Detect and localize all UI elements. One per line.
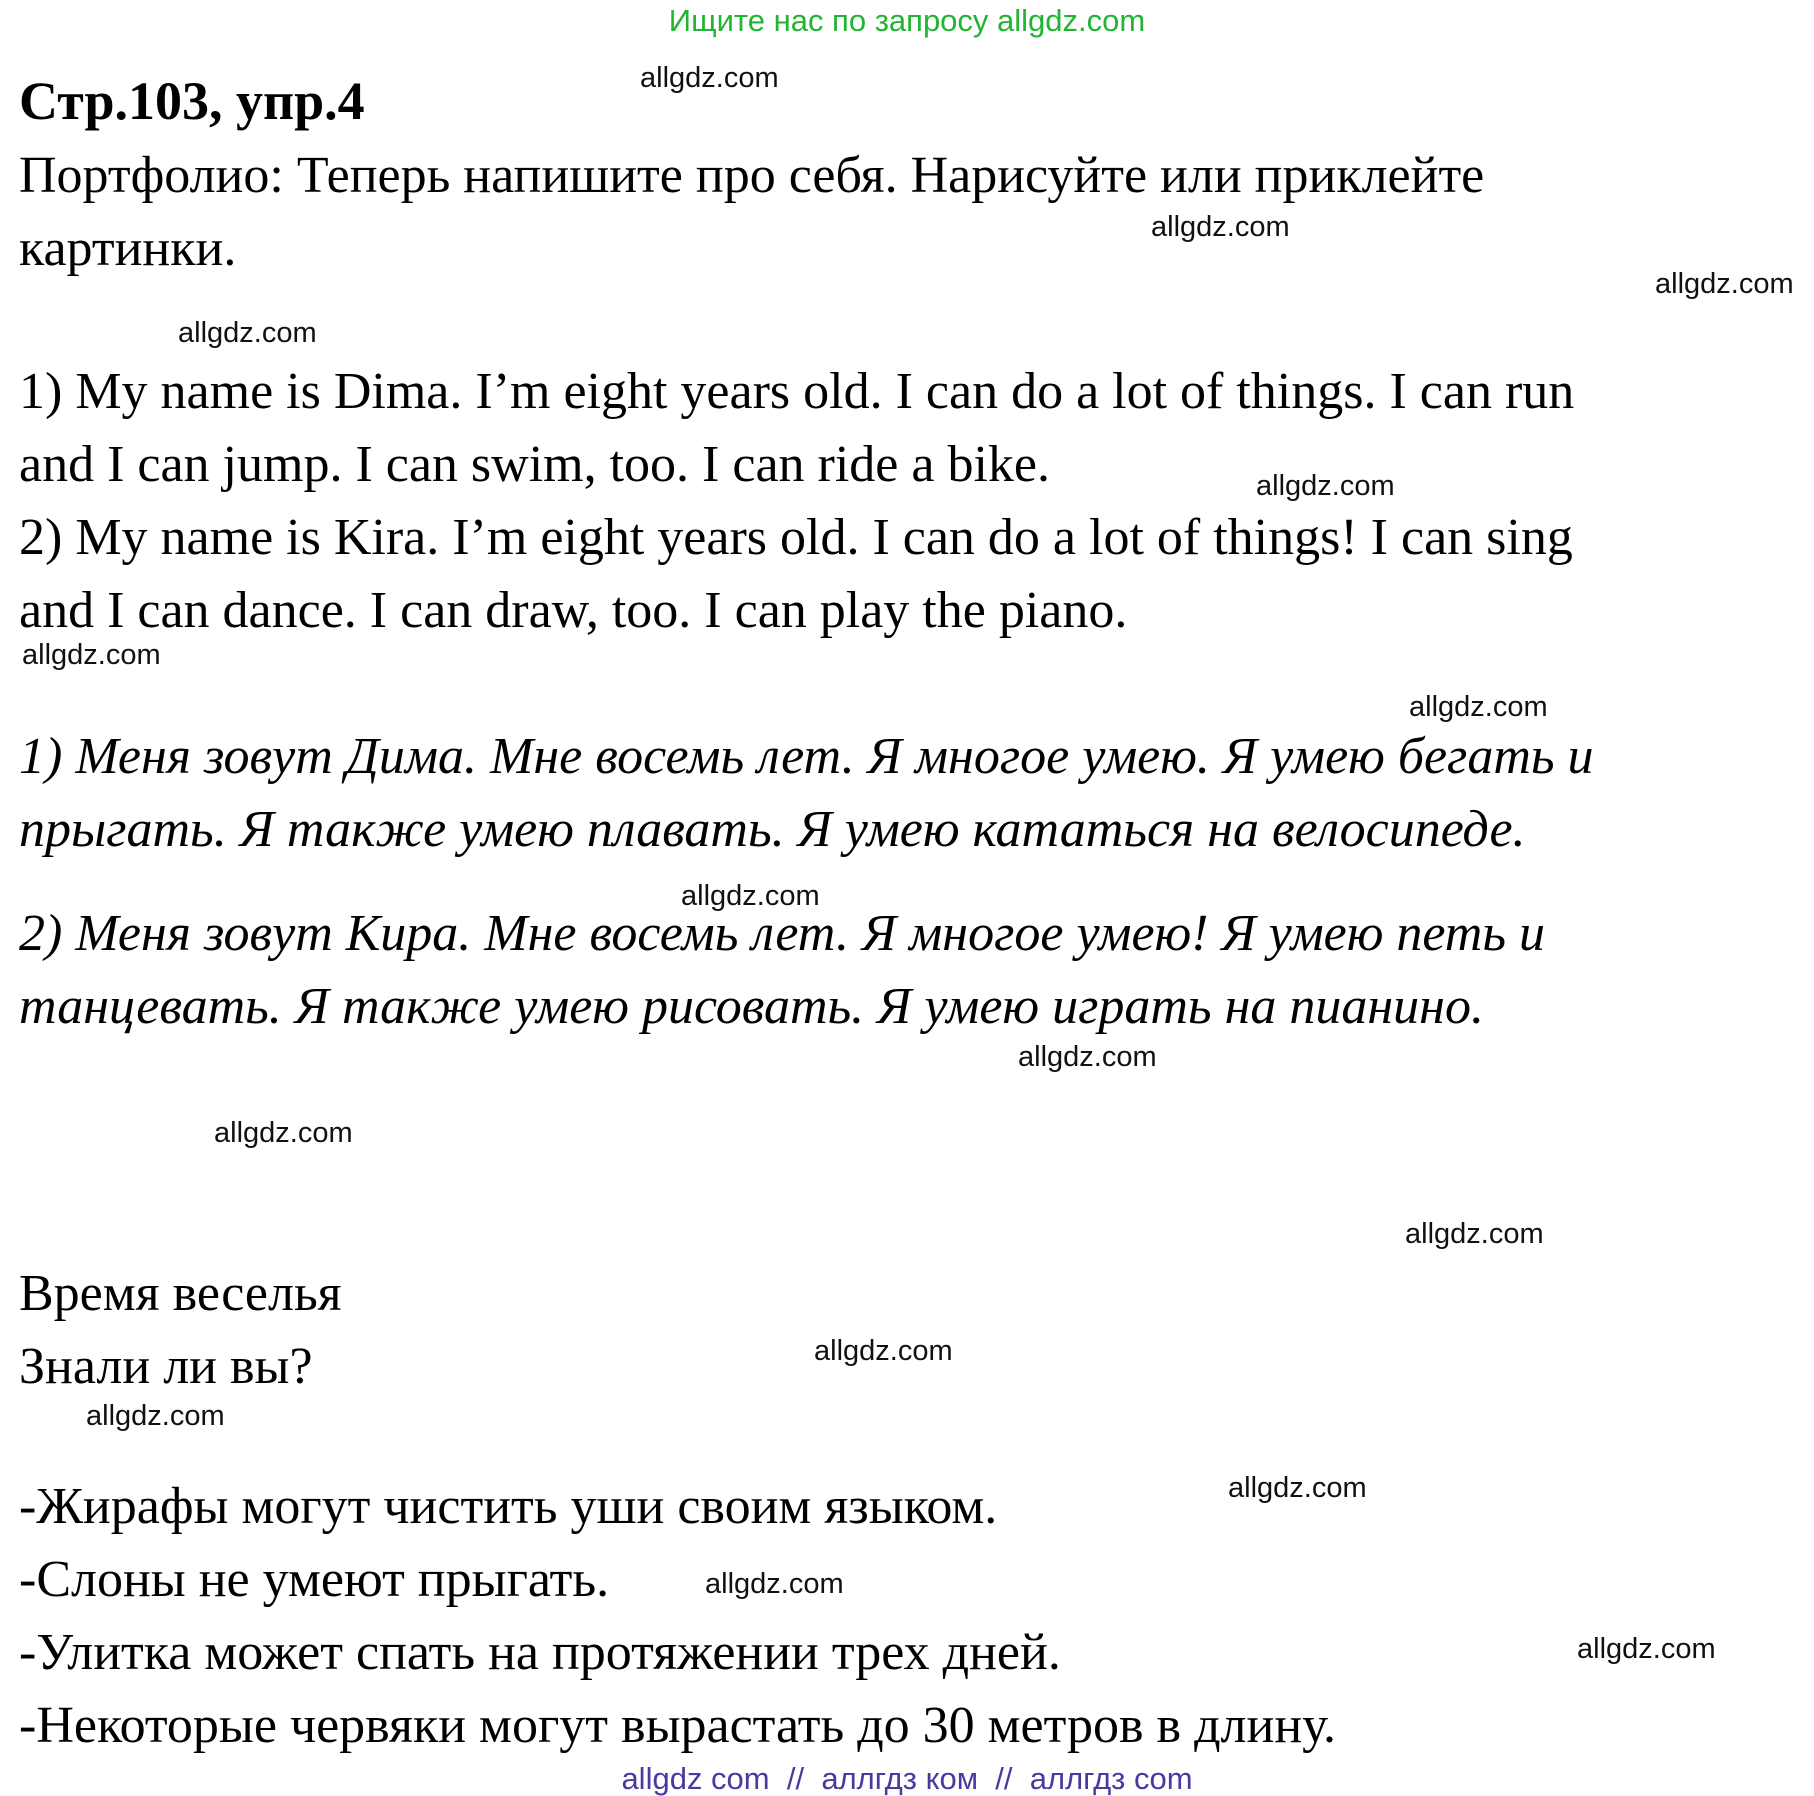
watermark: allgdz.com bbox=[214, 1117, 353, 1149]
russian-translation-2-line-2: танцевать. Я также умею рисовать. Я умею играть на пианино. bbox=[19, 978, 1484, 1035]
watermark: allgdz.com bbox=[1151, 211, 1290, 243]
english-answer-1-line-2: and I can jump. I can swim, too. I can ride a bike. bbox=[19, 436, 1050, 493]
footer-link-allgdz-mixed[interactable]: аллгдз com bbox=[1029, 1761, 1193, 1796]
fact-item: -Улитка может спать на протяжении трех дней. bbox=[19, 1624, 1061, 1681]
fun-time-section bbox=[19, 1257, 342, 1403]
english-answer-1-line-1: 1) My name is Dima. I’m eight years old. I can do a lot of things. I can run bbox=[19, 363, 1575, 420]
watermark: allgdz.com bbox=[681, 880, 820, 912]
facts-list bbox=[19, 1470, 1336, 1762]
watermark: allgdz.com bbox=[814, 1335, 953, 1367]
footer-link-allgdz-cyrillic[interactable]: аллгдз ком bbox=[821, 1761, 979, 1796]
watermark: allgdz.com bbox=[22, 639, 161, 671]
footer-separator: // bbox=[786, 1761, 805, 1796]
footer-separator: // bbox=[995, 1761, 1013, 1796]
russian-translation-1-line-1: 1) Меня зовут Дима. Мне восемь лет. Я многое умею. Я умею бегать и bbox=[19, 728, 1594, 785]
watermark: allgdz.com bbox=[1405, 1218, 1544, 1250]
watermark: allgdz.com bbox=[1018, 1041, 1157, 1073]
english-answer-2 bbox=[19, 501, 1573, 647]
watermark: allgdz.com bbox=[1655, 268, 1794, 300]
fact-item: -Слоны не умеют прыгать. bbox=[19, 1551, 610, 1608]
fact-item: -Жирафы могут чистить уши своим языком. bbox=[19, 1478, 998, 1535]
watermark: allgdz.com bbox=[1256, 470, 1395, 502]
exercise-heading: Стр.103, упр.4 bbox=[19, 71, 365, 131]
watermark: allgdz.com bbox=[86, 1400, 225, 1432]
task-line-2: картинки. bbox=[19, 220, 237, 277]
russian-translation-2-line-1: 2) Меня зовут Кира. Мне восемь лет. Я многое умею! Я умею петь и bbox=[19, 905, 1546, 962]
task-line-1: Портфолио: Теперь напишите про себя. Нарисуйте или приклейте bbox=[19, 147, 1485, 204]
did-you-know-subtitle: Знали ли вы? bbox=[19, 1338, 313, 1395]
watermark: allgdz.com bbox=[178, 317, 317, 349]
fact-item: -Некоторые червяки могут вырастать до 30 метров в длину. bbox=[19, 1697, 1336, 1754]
english-answer-2-line-2: and I can dance. I can draw, too. I can play the piano. bbox=[19, 582, 1128, 639]
russian-translation-1 bbox=[19, 720, 1594, 866]
footer-links bbox=[0, 1762, 1814, 1796]
watermark: allgdz.com bbox=[705, 1568, 844, 1600]
footer-link-allgdz[interactable]: allgdz com bbox=[621, 1761, 770, 1796]
russian-translation-2 bbox=[19, 897, 1545, 1043]
watermark: allgdz.com bbox=[1577, 1633, 1716, 1665]
top-banner[interactable]: Ищите нас по запросу allgdz.com bbox=[668, 3, 1146, 38]
watermark: allgdz.com bbox=[1409, 691, 1548, 723]
watermark: allgdz.com bbox=[1228, 1472, 1367, 1504]
fun-time-title: Время веселья bbox=[19, 1265, 342, 1322]
watermark: allgdz.com bbox=[640, 62, 779, 94]
russian-translation-1-line-2: прыгать. Я также умею плавать. Я умею кататься на велосипеде. bbox=[19, 801, 1526, 858]
english-answer-2-line-1: 2) My name is Kira. I’m eight years old. I can do a lot of things! I can sing bbox=[19, 509, 1573, 566]
